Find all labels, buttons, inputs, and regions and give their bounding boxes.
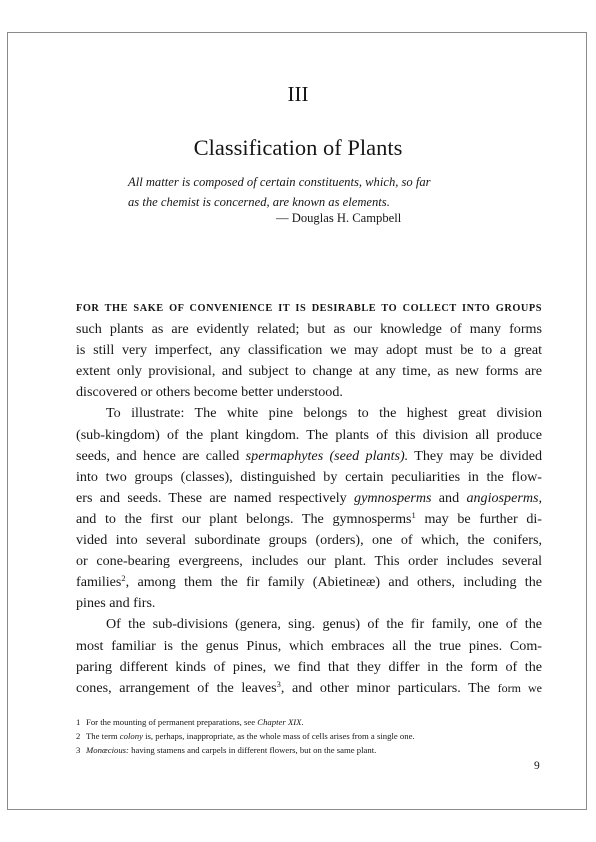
body-line: extent only provisional, and subject to change at any time, as new forms are — [76, 363, 542, 380]
body-line: seeds, and hence are called spermaphytes (seed plants). They may be divided — [76, 447, 543, 464]
body-line: such plants as are evidently related; but as our knowledge of many forms — [76, 321, 542, 338]
epigraph-line: All matter is composed of certain constituents, which, so far — [128, 175, 431, 189]
italic-term: gymnosperms — [354, 489, 432, 506]
epigraph-attribution: — Douglas H. Campbell — [276, 211, 402, 225]
footnote: 1 For the mounting of permanent preparations, see Chapter XIX. — [76, 717, 304, 727]
body-line: vided into several subordinate groups (orders), one of which, the conifers, — [76, 532, 542, 549]
epigraph — [128, 172, 468, 212]
body-line: Of the sub-divisions (genera, sing. genus) of the fir family, one of the — [106, 616, 542, 633]
footnote-ref[interactable]: 3 — [276, 678, 281, 689]
footnote: 3 Monœcious: having stamens and carpels in different flowers, but on the same plant. — [76, 745, 377, 755]
body-line: paring different kinds of pines, we find that they differ in the form of the — [76, 658, 542, 675]
body-line: or cone-bearing evergreens, includes our plant. This order includes several — [76, 553, 542, 570]
body-line: is still very imperfect, any classification we may adopt must be to a great — [76, 342, 542, 359]
body-line: and to the first our plant belongs. The gymnosperms$^1$ may be further di- — [76, 509, 542, 527]
footnotes — [76, 715, 546, 757]
lead-smallcaps: FOR THE SAKE OF CONVENIENCE IT IS DESIRABLE TO COLLECT INTO GROUPS — [76, 303, 542, 314]
page-number: 9 — [534, 760, 540, 772]
chapter-number: III — [287, 82, 309, 106]
body-line: cones, arrangement of the leaves$^3$, and other minor particulars. The form we — [76, 678, 543, 696]
body-text — [76, 298, 542, 699]
body-line: To illustrate: The white pine belongs to the highest great division — [106, 405, 542, 422]
body-line: most familiar is the genus Pinus, which embraces all the true pines. Com- — [76, 637, 542, 654]
body-line: ers and seeds. These are named respectively gymnosperms and angiosperms, — [76, 489, 542, 506]
body-line: pines and firs. — [76, 595, 156, 612]
body-line: into two groups (classes), distinguished by certain peculiarities in the flow- — [76, 468, 542, 485]
footnote-ref[interactable]: 2 — [121, 573, 126, 584]
footnote: 2 The term colony is, perhaps, inappropriate, as the whole mass of cells arises from a single one. — [76, 731, 415, 741]
body-line: discovered or others become better understood. — [76, 384, 343, 401]
body-line: families$^2$, among them the fir family (Abietineæ) and others, including the — [76, 573, 542, 591]
body-line: (sub-kingdom) of the plant kingdom. The plants of this division all produce — [76, 426, 542, 443]
chapter-title: Classification of Plants — [193, 135, 403, 160]
italic-term: spermaphytes (seed plants). — [245, 447, 409, 464]
epigraph-line: as the chemist is concerned, are known as elements. — [128, 195, 390, 209]
italic-term: angiosperms, — [466, 489, 542, 506]
footnote-ref[interactable]: 1 — [411, 509, 416, 520]
